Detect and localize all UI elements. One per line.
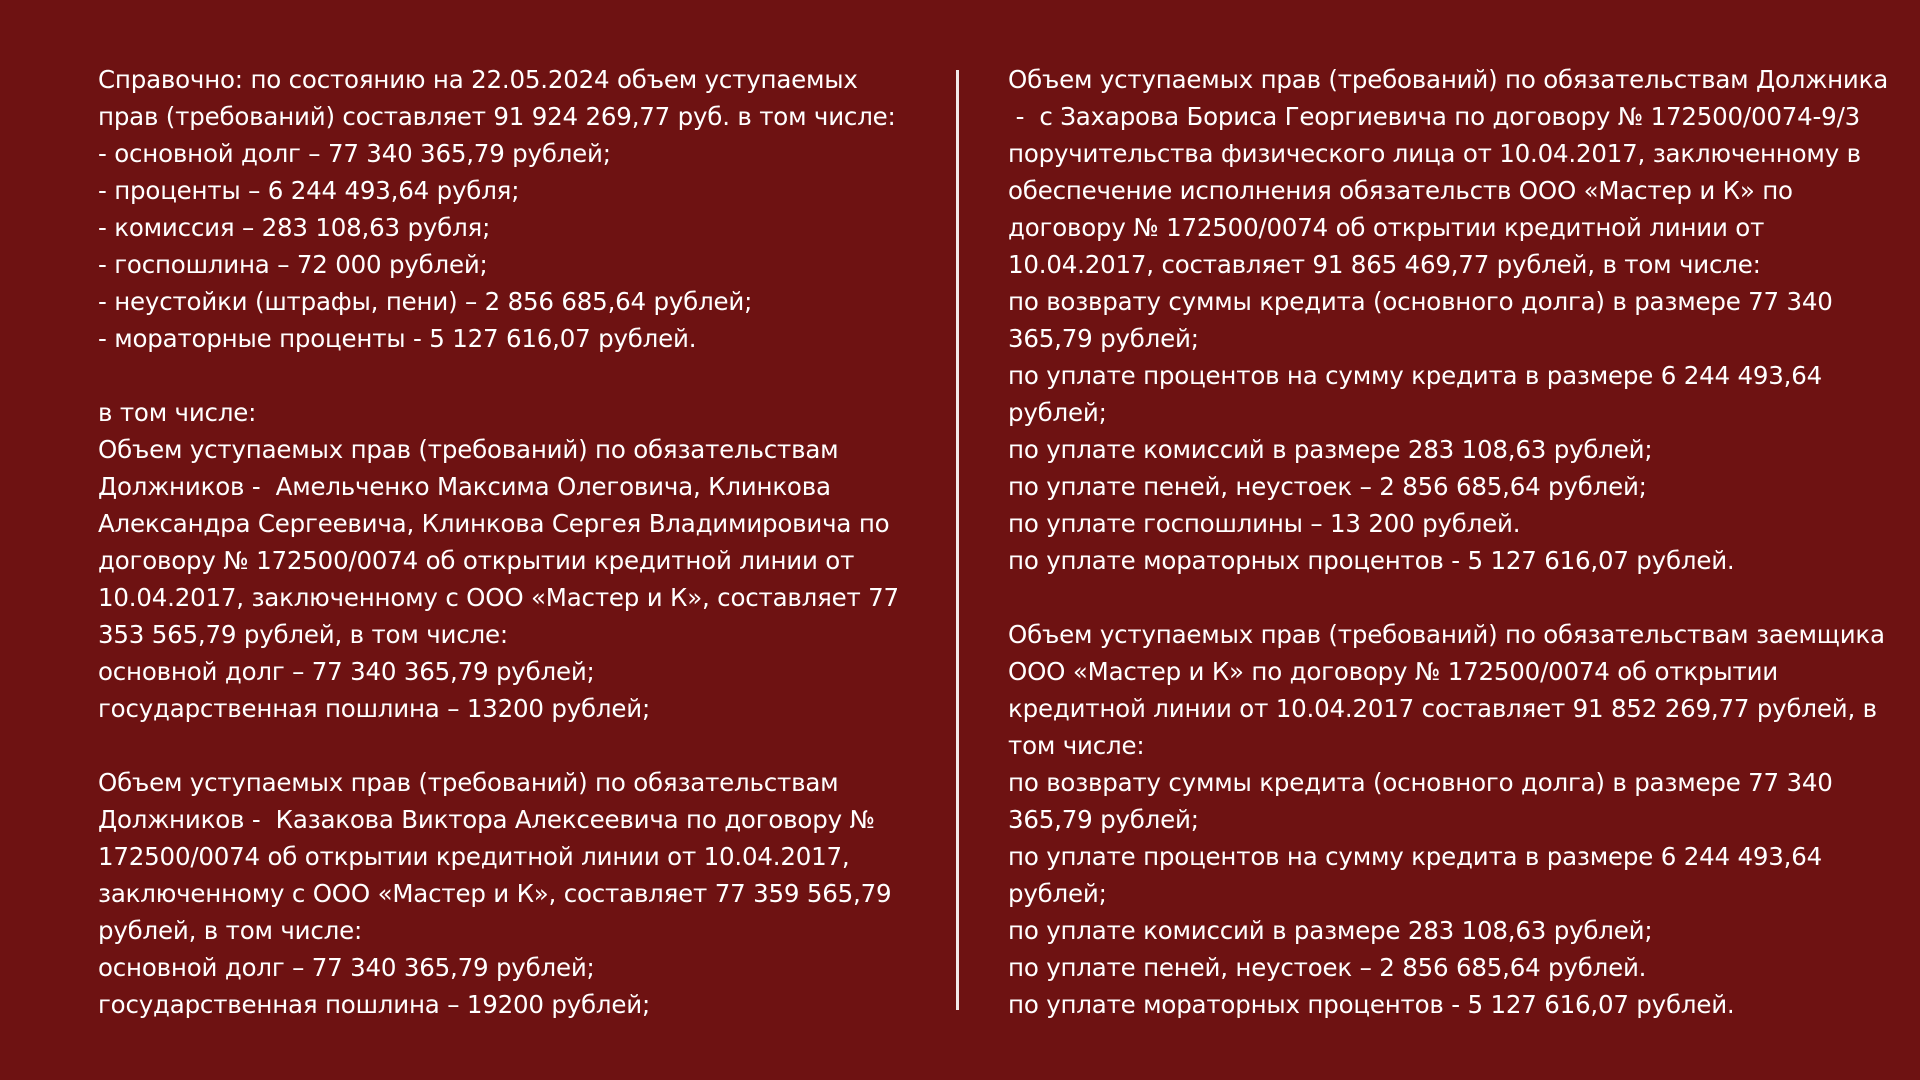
text-line: государственная пошлина – 19200 рублей; [98,990,651,1019]
text-line: поручительства физического лица от 10.04.2017, заключенному в [1008,139,1861,168]
column-divider [956,70,959,1010]
text-line: по уплате мораторных процентов - 5 127 616,07 рублей. [1008,546,1735,575]
text-line: - с Захарова Бориса Георгиевича по договору № 172500/0074-9/3 [1008,102,1861,131]
text-line: Справочно: по состоянию на 22.05.2024 объем уступаемых [98,65,858,94]
text-line: - основной долг – 77 340 365,79 рублей; [98,139,611,168]
text-line: Объем уступаемых прав (требований) по обязательствам [98,435,839,464]
text-line: по уплате комиссий в размере 283 108,63 рублей; [1008,916,1653,945]
text-line: по возврату суммы кредита (основного долга) в размере 77 340 [1008,768,1833,797]
text-line: рублей, в том числе: [98,916,363,945]
text-line: рублей; [1008,879,1107,908]
text-line: прав (требований) составляет 91 924 269,77 руб. в том числе: [98,102,896,131]
text-line: Должников - Амельченко Максима Олеговича, Клинкова [98,472,831,501]
text-line: по уплате комиссий в размере 283 108,63 рублей; [1008,435,1653,464]
text-line: рублей; [1008,398,1107,427]
text-line: кредитной линии от 10.04.2017 составляет 91 852 269,77 рублей, в [1008,694,1877,723]
text-line: договору № 172500/0074 об открытии кредитной линии от [98,546,855,575]
text-line [98,357,898,394]
right-text-column [1008,61,1888,1023]
text-line: в том числе: [98,398,257,427]
text-line: обеспечение исполнения обязательств ООО «Мастер и К» по [1008,176,1793,205]
text-line: ООО «Мастер и К» по договору № 172500/0074 об открытии [1008,657,1779,686]
text-line: заключенному с ООО «Мастер и К», составляет 77 359 565,79 [98,879,892,908]
text-line: основной долг – 77 340 365,79 рублей; [98,657,595,686]
text-line: по уплате мораторных процентов - 5 127 616,07 рублей. [1008,990,1735,1019]
text-line: 365,79 рублей; [1008,805,1199,834]
text-line: по уплате пеней, неустоек – 2 856 685,64 рублей. [1008,953,1647,982]
text-line: - проценты – 6 244 493,64 рубля; [98,176,520,205]
text-line: по уплате процентов на сумму кредита в размере 6 244 493,64 [1008,842,1822,871]
text-line: по возврату суммы кредита (основного долга) в размере 77 340 [1008,287,1833,316]
text-line: Александра Сергеевича, Клинкова Сергея Владимировича по [98,509,890,538]
text-line: 10.04.2017, составляет 91 865 469,77 рублей, в том числе: [1008,250,1761,279]
text-line [1008,579,1888,616]
text-line: 365,79 рублей; [1008,324,1199,353]
text-line: основной долг – 77 340 365,79 рублей; [98,953,595,982]
text-line: 353 565,79 рублей, в том числе: [98,620,508,649]
text-line: - комиссия – 283 108,63 рубля; [98,213,491,242]
text-line: - неустойки (штрафы, пени) – 2 856 685,64 рублей; [98,287,753,316]
text-line: - госпошлина – 72 000 рублей; [98,250,488,279]
text-line: том числе: [1008,731,1145,760]
text-line: Объем уступаемых прав (требований) по обязательствам Должника [1008,65,1889,94]
text-line [98,727,898,764]
text-line: по уплате пеней, неустоек – 2 856 685,64 рублей; [1008,472,1647,501]
text-line: по уплате процентов на сумму кредита в размере 6 244 493,64 [1008,361,1822,390]
text-line: 10.04.2017, заключенному с ООО «Мастер и К», составляет 77 [98,583,899,612]
text-line: Объем уступаемых прав (требований) по обязательствам [98,768,839,797]
text-line: договору № 172500/0074 об открытии кредитной линии от [1008,213,1765,242]
text-line: по уплате госпошлины – 13 200 рублей. [1008,509,1521,538]
text-line: 172500/0074 об открытии кредитной линии от 10.04.2017, [98,842,850,871]
left-text-column [98,61,898,1023]
text-line: Должников - Казакова Виктора Алексеевича по договору № [98,805,875,834]
text-line: государственная пошлина – 13200 рублей; [98,694,651,723]
text-line: Объем уступаемых прав (требований) по обязательствам заемщика [1008,620,1885,649]
text-line: - мораторные проценты - 5 127 616,07 рублей. [98,324,697,353]
